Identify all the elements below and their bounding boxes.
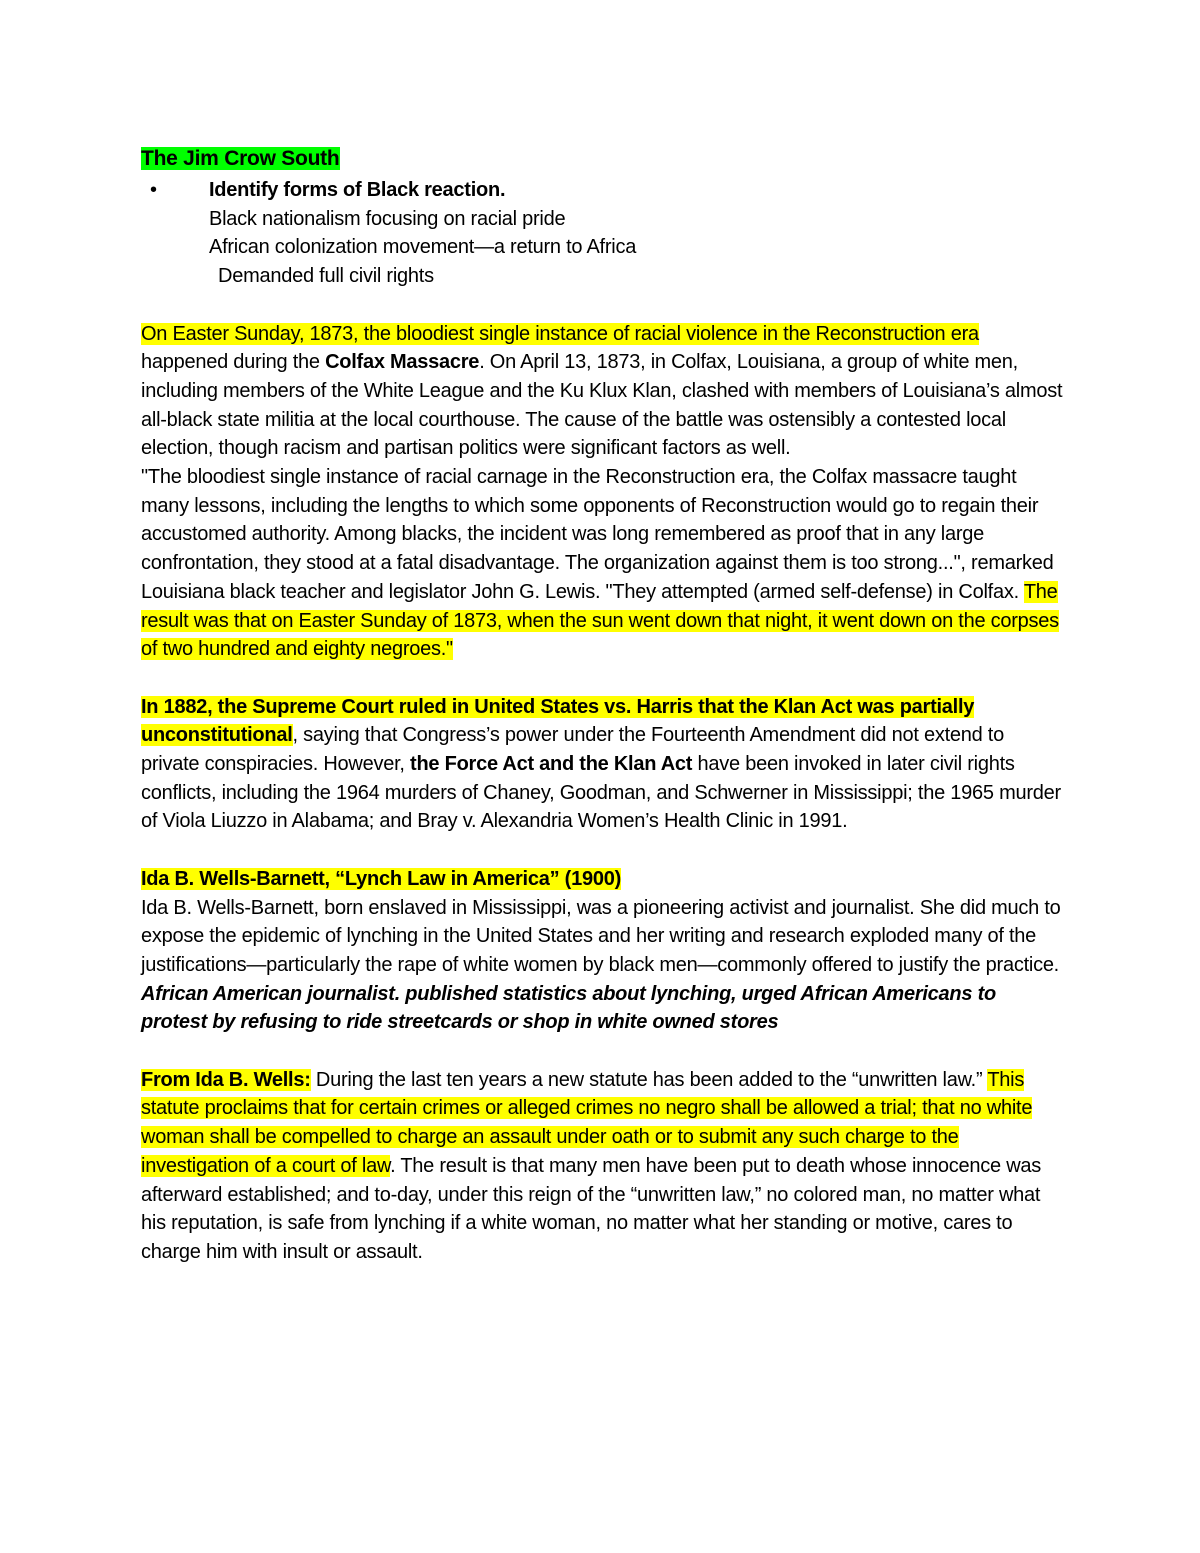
bullet-line-3: Demanded full civil rights: [218, 265, 434, 288]
bullet-line-1: Black nationalism focusing on racial pride: [209, 207, 566, 230]
document-page: [141, 142, 1066, 1267]
colfax-quote-paragraph: [141, 463, 1066, 664]
harris-text-2: have been invoked in later civil rights conflicts, including the 1964 murders of Chaney, Goodman, and Schwerner in Mississippi; the 1965 murder of Viola Liuzzo in Alabama; and Bray v. Alexandria Women’s Health Clinic in 1991.: [141, 753, 1061, 833]
harris-bold: the Force Act and the Klan Act: [410, 753, 693, 776]
colfax-text-1: happened during the: [141, 351, 326, 374]
harris-paragraph: [141, 693, 1066, 837]
colfax-quote: "The bloodiest single instance of racial carnage in the Reconstruction era, the Colfax massacre taught many lessons, including the lengths to which some opponents of Reconstruction would go to regain their accustomed authority. Among blacks, the incident was long remembered as proof that in any large confrontation, they stood at a fatal disadvantage. The organization against them is too strong...", remarked Louisiana black teacher and legislator John G. Lewis. "They attempted (armed self-defense) in Colfax.: [141, 466, 1054, 603]
spacer: [141, 664, 1066, 693]
wells-heading-line: [141, 865, 1066, 894]
bullet-item: [141, 176, 1066, 205]
wells-heading: Ida B. Wells-Barnett, “Lynch Law in America” (1900): [141, 867, 621, 890]
harris-highlight: In 1882, the Supreme Court ruled in United States vs. Harris that the Klan Act was partially unconstitutional: [141, 695, 975, 747]
colfax-bold: Colfax Massacre: [325, 351, 480, 374]
bullet-line-2: African colonization movement—a return to Africa: [209, 236, 637, 259]
bullet-heading: Identify forms of Black reaction.: [209, 179, 506, 201]
wells-quote-text-2: . The result is that many men have been put to death whose innocence was afterward established; and to-day, under this reign of the “unwritten law,” no colored man, no matter what his reputation, is safe from lynching if a white woman, no matter what her standing or motive, cares to charge him with insult or assault.: [141, 1154, 1042, 1263]
document-title: [141, 142, 1066, 176]
wells-quote-text-1: During the last ten years a new statute has been added to the “unwritten law.”: [310, 1068, 988, 1091]
spacer: [141, 1037, 1066, 1066]
wells-quote-label: From Ida B. Wells:: [141, 1068, 311, 1091]
title-highlight: The Jim Crow South: [141, 147, 340, 170]
bullet-list: [141, 176, 1066, 205]
wells-quote-paragraph: [141, 1066, 1066, 1267]
harris-text-1: , saying that Congress’s power under the Fourteenth Amendment did not extend to private conspiracies. However,: [141, 724, 1004, 776]
bullet-icon: •: [150, 179, 157, 201]
colfax-paragraph: [141, 320, 1066, 464]
colfax-quote-highlight: The result was that on Easter Sunday of 1873, when the sun went down that night, it went down on the corpses of two hundred and eighty negroes.": [141, 580, 1059, 661]
wells-paragraph: [141, 894, 1066, 1038]
colfax-highlight: On Easter Sunday, 1873, the bloodiest single instance of racial violence in the Reconstruction era: [141, 322, 979, 345]
wells-quote-highlight: This statute proclaims that for certain crimes or alleged crimes no negro shall be allowed a trial; that no white woman shall be compelled to charge an assault under oath or to submit any such charge to the investigation of a court of law: [141, 1068, 1033, 1177]
wells-text: Ida B. Wells-Barnett, born enslaved in Mississippi, was a pioneering activist and journalist. She did much to expose the epidemic of lynching in the United States and her writing and research exploded many of the justifications—particularly the rape of white women by black men—commonly offered to justify the practice.: [141, 896, 1061, 976]
wells-italic: African American journalist. published statistics about lynching, urged African Americans to protest by refusing to ride streetcards or shop in white owned stores: [141, 982, 996, 1034]
spacer: [141, 291, 1066, 320]
spacer: [141, 836, 1066, 865]
colfax-text-2: . On April 13, 1873, in Colfax, Louisiana, a group of white men, including members of the White League and the Ku Klux Klan, clashed with members of Louisiana’s almost all-black state militia at the local courthouse. The cause of the battle was ostensibly a contested local election, though racism and partisan politics were significant factors as well.: [141, 351, 1063, 460]
